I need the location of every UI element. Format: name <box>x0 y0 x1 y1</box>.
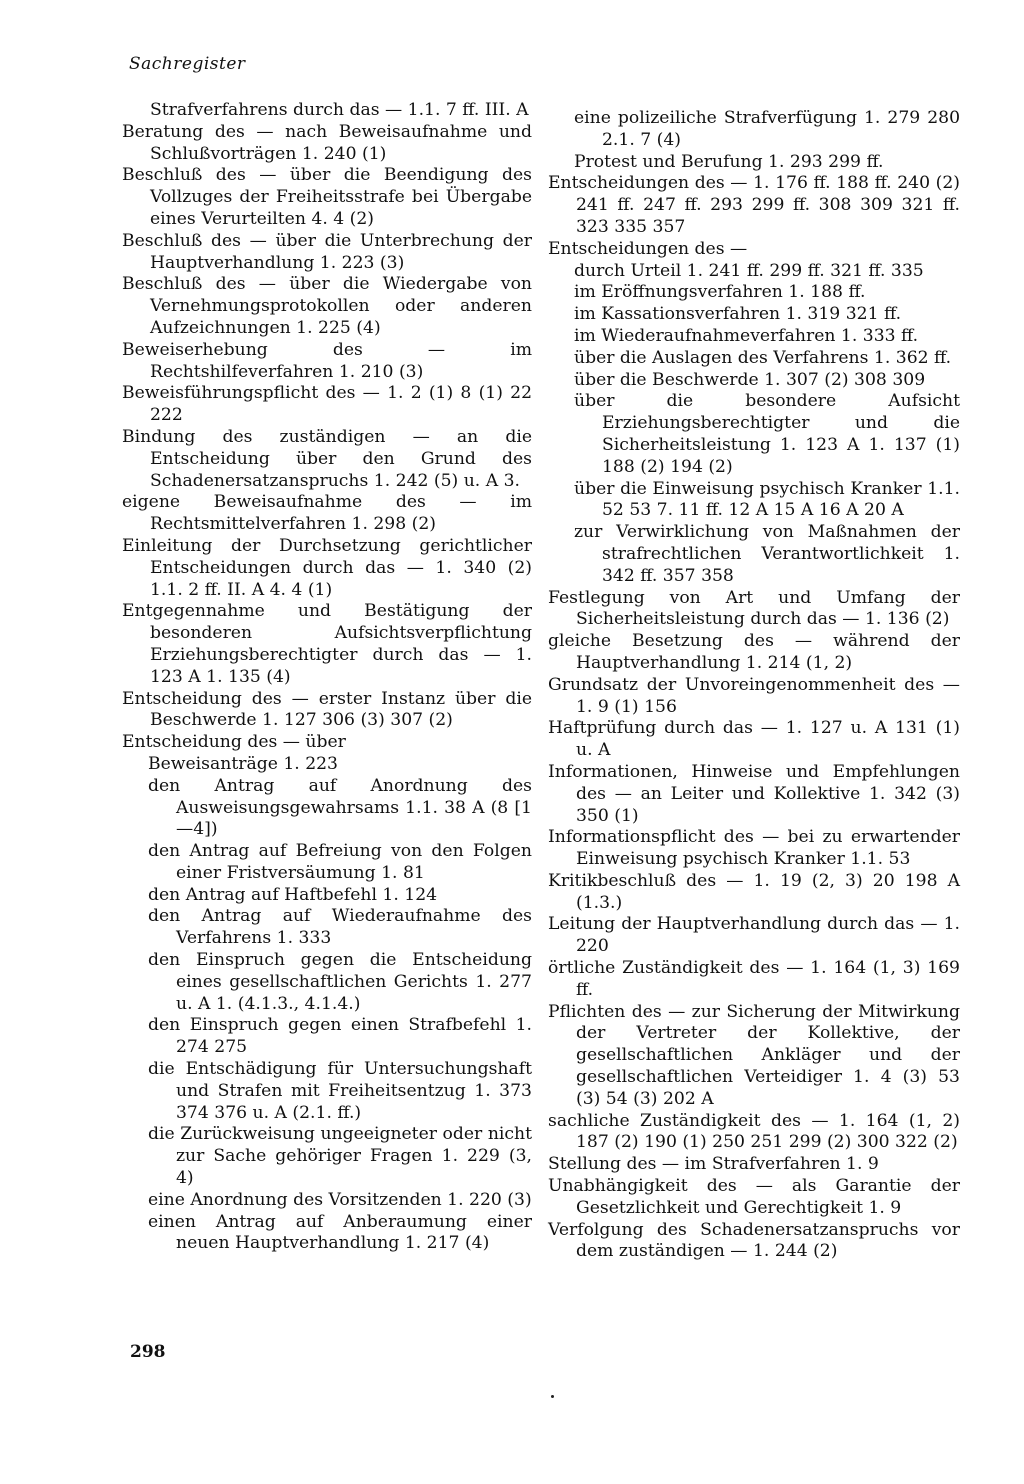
index-subentry: eine polizeiliche Strafverfügung 1. 279 280 2.1. 7 (4) <box>574 108 960 150</box>
index-subentry: über die besondere Aufsicht Erziehungsberechtigter und die Sicherheitsleistung 1. 123 A 1. 137 (1) 188 (2) 194 (2) <box>574 391 960 477</box>
index-entry: Leitung der Hauptverhandlung durch das — 1. 220 <box>548 914 960 957</box>
index-entry: Informationen, Hinweise und Empfehlungen des — an Leiter und Kollektive 1. 342 (3) 350 (1) <box>548 761 960 826</box>
page-number: 298 <box>130 1342 166 1362</box>
index-continuation: Strafverfahrens durch das — 1.1. 7 ff. III. A <box>150 100 529 120</box>
index-entry: Kritikbeschluß des — 1. 19 (2, 3) 20 198 A (1.3.) <box>548 870 960 913</box>
print-speck <box>551 1395 554 1398</box>
index-subentry: den Antrag auf Befreiung von den Folgen einer Fristversäumung 1. 81 <box>148 841 532 883</box>
running-header: Sachregister <box>129 54 246 74</box>
index-entry: Bindung des zuständigen — an die Entscheidung über den Grund des Schadenersatzanspruchs 1. 242 (5) u. A 3. <box>122 426 532 491</box>
index-subentry: eine Anordnung des Vorsitzenden 1. 220 (3) <box>148 1189 532 1210</box>
index-entry: Pflichten des — zur Sicherung der Mitwirkung der Vertreter der Kollektive, der gesellschaftlichen Ankläger und der gesellschaftlichen Verteidiger 1. 4 (3) 53 (3) 54 (3) 202 A <box>548 1001 960 1109</box>
index-entry: Beschluß des — über die Wiedergabe von Vernehmungsprotokollen oder anderen Aufzeichnungen 1. 225 (4) <box>122 274 532 338</box>
index-entry: Beweisführungspflicht des — 1. 2 (1) 8 (1) 22 222 <box>122 383 532 426</box>
index-subentry: den Antrag auf Wiederaufnahme des Verfahrens 1. 333 <box>148 906 532 949</box>
index-entry: Unabhängigkeit des — als Garantie der Gesetzlichkeit und Gerechtigkeit 1. 9 <box>548 1176 960 1218</box>
index-subentry: die Zurückweisung ungeeigneter oder nicht zur Sache gehöriger Fragen 1. 229 (3, 4) <box>148 1124 532 1189</box>
index-entry: örtliche Zuständigkeit des — 1. 164 (1, 3) 169 ff. <box>548 958 960 1000</box>
index-entry: Informationspflicht des — bei zu erwartender Einweisung psychisch Kranker 1.1. 53 <box>548 827 960 870</box>
index-subentry: über die Auslagen des Verfahrens 1. 362 ff. <box>574 347 952 368</box>
index-subentry: den Einspruch gegen einen Strafbefehl 1. 274 275 <box>148 1015 532 1058</box>
index-subentry: den Antrag auf Anordnung des Ausweisungsgewahrsams 1.1. 38 A (8 [1—4]) <box>148 775 532 840</box>
index-entry: Grundsatz der Unvoreingenommenheit des — 1. 9 (1) 156 <box>548 674 960 717</box>
index-subentry: Beweisanträge 1. 223 <box>148 753 338 774</box>
index-entry: Entscheidung des — über <box>122 732 346 753</box>
index-subentry: Protest und Berufung 1. 293 299 ff. <box>574 151 884 172</box>
index-entry: Entscheidungen des — 1. 176 ff. 188 ff. 240 (2) 241 ff. 247 ff. 293 299 ff. 308 309 321 ff. 323 335 357 <box>548 173 960 237</box>
index-subentry: die Entschädigung für Untersuchungshaft und Strafen mit Freiheitsentzug 1. 373 374 376 u. A (2.1. ff.) <box>148 1059 532 1123</box>
index-entry: Festlegung von Art und Umfang der Sicherheitsleistung durch das — 1. 136 (2) <box>548 587 960 630</box>
index-subentry: zur Verwirklichung von Maßnahmen der strafrechtlichen Verantwortlichkeit 1. 342 ff. 357 358 <box>574 522 960 586</box>
index-column-right <box>548 108 960 1263</box>
index-subentry: den Antrag auf Haftbefehl 1. 124 <box>148 884 438 905</box>
index-subentry: im Kassationsverfahren 1. 319 321 ff. <box>574 304 902 325</box>
index-entry: Beschluß des — über die Beendigung des Vollzuges der Freiheitsstrafe bei Übergabe eines Verurteilten 4. 4 (2) <box>122 165 532 229</box>
index-entry: Entscheidungen des — <box>548 238 748 259</box>
index-column-left <box>122 100 532 1255</box>
index-entry: Verfolgung des Schadenersatzanspruchs vor dem zuständigen — 1. 244 (2) <box>548 1219 960 1262</box>
index-entry: Beschluß des — über die Unterbrechung der Hauptverhandlung 1. 223 (3) <box>122 230 532 273</box>
index-entry: Entscheidung des — erster Instanz über die Beschwerde 1. 127 306 (3) 307 (2) <box>122 688 532 731</box>
index-entry: Stellung des — im Strafverfahren 1. 9 <box>548 1154 879 1175</box>
index-entry: Einleitung der Durchsetzung gerichtlicher Entscheidungen durch das — 1. 340 (2) 1.1. 2 ff. II. A 4. 4 (1) <box>122 535 532 600</box>
index-entry: Beratung des — nach Beweisaufnahme und Schlußvorträgen 1. 240 (1) <box>122 121 532 164</box>
index-entry: gleiche Besetzung des — während der Hauptverhandlung 1. 214 (1, 2) <box>548 631 960 673</box>
index-subentry: durch Urteil 1. 241 ff. 299 ff. 321 ff. 335 <box>574 260 924 281</box>
index-entry: sachliche Zuständigkeit des — 1. 164 (1, 2) 187 (2) 190 (1) 250 251 299 (2) 300 322 (2) <box>548 1110 960 1153</box>
index-subentry: einen Antrag auf Anberaumung einer neuen Hauptverhandlung 1. 217 (4) <box>148 1211 532 1254</box>
index-subentry: im Eröffnungsverfahren 1. 188 ff. <box>574 282 866 303</box>
index-subentry: über die Beschwerde 1. 307 (2) 308 309 <box>574 369 926 390</box>
index-entry: Haftprüfung durch das — 1. 127 u. A 131 (1) u. A <box>548 718 960 761</box>
index-entry: eigene Beweisaufnahme des — im Rechtsmittelverfahren 1. 298 (2) <box>122 492 532 535</box>
index-entry: Beweiserhebung des — im Rechtshilfeverfahren 1. 210 (3) <box>122 339 532 382</box>
index-subentry: über die Einweisung psychisch Kranker 1.1. 52 53 7. 11 ff. 12 A 15 A 16 A 20 A <box>574 478 960 521</box>
index-subentry: im Wiederaufnahmeverfahren 1. 333 ff. <box>574 325 919 346</box>
index-entry: Entgegennahme und Bestätigung der besonderen Aufsichtsverpflichtung Erziehungsberechtigter durch das — 1. 123 A 1. 135 (4) <box>122 601 532 687</box>
index-subentry: den Einspruch gegen die Entscheidung eines gesellschaftlichen Gerichts 1. 277 u. A 1. (4.1.3., 4.1.4.) <box>148 950 532 1014</box>
